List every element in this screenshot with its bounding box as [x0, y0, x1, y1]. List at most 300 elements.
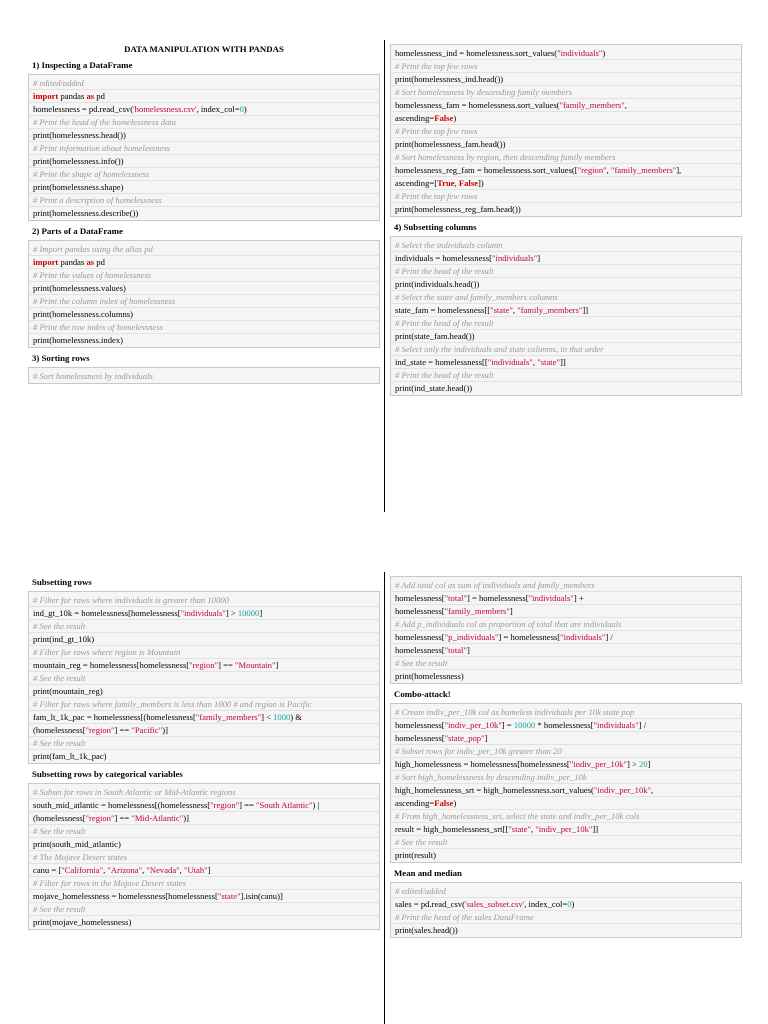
code-token: print(homelessness): [395, 671, 464, 681]
code-comment-line: [391, 617, 741, 630]
section-heading: Combo-attack!: [394, 689, 451, 699]
code-token: print(mountain_reg): [33, 686, 103, 696]
code-token: print(homelessness.shape): [33, 182, 124, 192]
code-token: # Print the head of the result: [395, 266, 494, 276]
code-block: [390, 576, 742, 684]
code-token: print(homelessness.head()): [33, 130, 126, 140]
code-comment-line: [391, 706, 741, 718]
code-token: 10000: [237, 608, 260, 618]
code-line: [391, 643, 741, 656]
section-heading: 2) Parts of a DataFrame: [32, 226, 123, 236]
code-token: # From high_homelessness_srt, select the state and indiv_per_10k cols: [395, 811, 640, 821]
code-token: homelessness = pd.read_csv(: [33, 104, 134, 114]
code-token: print(ind_state.head()): [395, 383, 473, 393]
code-line: [391, 848, 741, 861]
code-token: # Print the shape of homelessness: [33, 169, 150, 179]
code-token: "state": [490, 305, 513, 315]
code-token: "individuals": [180, 608, 226, 618]
code-token: print(individuals.head()): [395, 279, 480, 289]
code-block: [28, 74, 380, 221]
document-title: DATA MANIPULATION WITH PANDAS: [124, 44, 284, 54]
code-token: # Filter for rows where individuals is greater than 10000: [33, 595, 229, 605]
code-token: print(south_mid_atlantic): [33, 839, 121, 849]
code-token: ]: [484, 733, 488, 743]
code-line: [29, 915, 379, 928]
code-token: "Pacific": [131, 725, 163, 735]
code-token: print(sales.head()): [395, 925, 458, 935]
code-line: [391, 757, 741, 770]
code-token: "Utah": [183, 865, 208, 875]
code-comment-line: [29, 850, 379, 863]
code-token: "state": [537, 357, 560, 367]
code-line: [29, 154, 379, 167]
code-token: "region": [85, 725, 115, 735]
code-token: # Print the column index of homelessness: [33, 296, 176, 306]
code-line: [391, 923, 741, 936]
code-token: # Print the head of the result: [395, 318, 494, 328]
code-token: False: [434, 798, 454, 808]
code-comment-line: [391, 910, 741, 923]
code-comment-line: [29, 902, 379, 915]
code-token: print(homelessness.columns): [33, 309, 134, 319]
section-heading: Subsetting rows: [32, 577, 92, 587]
code-token: # Subset rows for indiv_per_10k greater than 20: [395, 746, 562, 756]
page2-right-column: [390, 576, 742, 938]
code-line: [391, 591, 741, 604]
code-token: "individuals": [560, 632, 606, 642]
code-line: [29, 723, 379, 736]
code-token: ascending=: [395, 798, 435, 808]
code-token: ]: [259, 608, 263, 618]
code-token: import: [33, 257, 59, 267]
code-token: # Add p_individuals col as proportion of total that are individuals: [395, 619, 622, 629]
code-token: print(homelessness.index): [33, 335, 123, 345]
code-token: "California": [61, 865, 104, 875]
code-token: # Print the top few rows: [395, 191, 478, 201]
section-heading: 4) Subsetting columns: [394, 222, 477, 232]
code-token: # Add total col as sum of individuals and family_members: [395, 580, 595, 590]
code-line: [391, 329, 741, 342]
code-block: [28, 783, 380, 930]
code-token: ,: [532, 357, 538, 367]
code-token: , index_col=: [524, 899, 568, 909]
code-token: print(homelessness.values): [33, 283, 126, 293]
code-comment-line: [391, 885, 741, 897]
code-token: ]: [275, 660, 279, 670]
code-line: [29, 307, 379, 320]
code-comment-line: [29, 824, 379, 837]
code-token: ) &: [290, 712, 302, 722]
code-line: [391, 163, 741, 176]
code-token: ]: [509, 606, 513, 616]
code-block: [390, 703, 742, 863]
code-token: print(result): [395, 850, 437, 860]
code-line: [29, 206, 379, 219]
code-token: ]]: [559, 357, 566, 367]
code-token: ]: [466, 645, 470, 655]
code-token: ,: [624, 100, 627, 110]
code-token: ] ==: [218, 660, 236, 670]
code-token: # Sort homelessness by region, then descending family members: [395, 152, 616, 162]
code-token: ] = homelessness[: [466, 593, 529, 603]
code-block: [390, 44, 742, 217]
code-comment-line: [29, 619, 379, 632]
code-token: # edited/added: [33, 78, 84, 88]
code-token: pd: [94, 91, 105, 101]
code-line: [391, 277, 741, 290]
code-token: ]): [477, 178, 484, 188]
code-token: print(homelessness_fam.head()): [395, 139, 506, 149]
code-token: ): [243, 104, 247, 114]
code-token: # Filter for rows in the Mojave Desert states: [33, 878, 186, 888]
code-comment-line: [29, 645, 379, 658]
code-token: "South Atlantic": [256, 800, 313, 810]
code-token: ] >: [225, 608, 238, 618]
code-comment-line: [391, 264, 741, 277]
code-token: mountain_reg = homelessness[homelessness[: [33, 660, 190, 670]
code-block: [390, 882, 742, 938]
code-comment-line: [391, 835, 741, 848]
code-token: * homelessness[: [535, 720, 594, 730]
code-token: # See the result: [33, 673, 86, 683]
code-line: [391, 72, 741, 85]
code-comment-line: [29, 370, 379, 382]
code-token: ,: [142, 865, 147, 875]
code-token: ): [453, 798, 457, 808]
code-line: [391, 202, 741, 215]
code-token: ] = homelessness[: [498, 632, 561, 642]
code-comment-line: [29, 141, 379, 154]
code-token: ]: [537, 253, 541, 263]
code-block: [28, 240, 380, 348]
code-token: "Mid-Atlantic": [131, 813, 184, 823]
code-token: homelessness[: [395, 645, 445, 655]
code-token: "state": [217, 891, 241, 901]
code-token: print(homelessness_reg_fam.head()): [395, 204, 521, 214]
code-token: 0: [239, 104, 244, 114]
code-token: )]: [162, 725, 168, 735]
code-comment-line: [29, 876, 379, 889]
code-token: 'homelessness.csv': [133, 104, 197, 114]
code-token: "total": [444, 593, 467, 603]
code-token: # Print the row index of homelessness: [33, 322, 164, 332]
code-token: ,: [454, 178, 459, 188]
code-token: sales = pd.read_csv(: [395, 899, 465, 909]
code-token: )]: [183, 813, 189, 823]
code-token: "family_members": [195, 712, 262, 722]
code-comment-line: [29, 671, 379, 684]
code-token: # Filter for rows where region is Mountain: [33, 647, 181, 657]
code-token: ascending=[: [395, 178, 438, 188]
code-token: ascending=: [395, 113, 435, 123]
code-token: ] ==: [239, 800, 257, 810]
code-token: # Print the top few rows: [395, 126, 478, 136]
code-line: [29, 749, 379, 762]
column-divider-page2: [384, 572, 385, 1024]
code-token: "individuals": [491, 253, 538, 263]
code-token: # Print information about homelessness: [33, 143, 171, 153]
code-comment-line: [29, 294, 379, 307]
code-line: [29, 128, 379, 141]
code-token: True: [437, 178, 455, 188]
page1-right-column: [390, 44, 742, 396]
code-block: [28, 591, 380, 764]
code-token: "individuals": [528, 593, 574, 603]
code-token: 10000: [513, 720, 536, 730]
code-comment-line: [391, 239, 741, 251]
code-line: [391, 630, 741, 643]
code-comment-line: [391, 744, 741, 757]
code-token: "indiv_per_10k": [535, 824, 593, 834]
code-token: , index_col=: [196, 104, 240, 114]
code-token: "p_individuals": [444, 632, 499, 642]
code-token: # The Mojave Desert states: [33, 852, 128, 862]
code-token: ,: [651, 785, 654, 795]
code-token: ,: [179, 865, 184, 875]
code-token: ].isin(canu)]: [240, 891, 283, 901]
code-comment-line: [29, 167, 379, 180]
code-token: "state": [508, 824, 531, 834]
code-comment-line: [391, 368, 741, 381]
code-line: [29, 837, 379, 850]
code-token: "region": [210, 800, 240, 810]
code-token: "individuals": [593, 720, 639, 730]
code-line: [29, 606, 379, 619]
code-comment-line: [391, 579, 741, 591]
code-token: # Filter for rows where family_members is less than 1000 # and region is Pacific: [33, 699, 312, 709]
code-token: False: [434, 113, 454, 123]
code-comment-line: [391, 150, 741, 163]
code-token: print(homelessness.info()): [33, 156, 124, 166]
code-token: # Print a description of homelessness: [33, 195, 162, 205]
code-comment-line: [29, 594, 379, 606]
code-token: ind_gt_10k = homelessness[homelessness[: [33, 608, 181, 618]
code-token: ],: [676, 165, 682, 175]
code-token: ]: [647, 759, 651, 769]
code-token: print(homelessness_ind.head()): [395, 74, 504, 84]
code-comment-line: [29, 115, 379, 128]
code-comment-line: [391, 809, 741, 822]
code-token: as: [86, 257, 95, 267]
code-comment-line: [391, 342, 741, 355]
code-line: [391, 355, 741, 368]
code-token: # See the result: [395, 658, 448, 668]
code-token: # Select the state and family_members columns: [395, 292, 558, 302]
code-line: [29, 632, 379, 645]
code-token: # Select the individuals column: [395, 240, 503, 250]
code-comment-line: [391, 316, 741, 329]
code-token: ]]: [582, 305, 589, 315]
code-token: 'sales_subset.csv': [465, 899, 525, 909]
section-heading: Mean and median: [394, 868, 462, 878]
code-token: ind_state = homelessness[[: [395, 357, 488, 367]
code-token: homelessness_reg_fam = homelessness.sort_values([: [395, 165, 578, 175]
code-token: high_homelessness_srt = high_homelessness.sort_values(: [395, 785, 594, 795]
code-token: "region": [189, 660, 219, 670]
code-line: [391, 718, 741, 731]
code-token: "indiv_per_10k": [593, 785, 652, 795]
code-token: # Create indiv_per_10k col as homeless individuals per 10k state pop: [395, 707, 635, 717]
code-token: ): [571, 899, 575, 909]
code-token: ] <: [261, 712, 274, 722]
code-line: [391, 796, 741, 809]
code-line: [391, 303, 741, 316]
code-token: "family_members": [517, 305, 583, 315]
code-line: [391, 381, 741, 394]
code-token: ] ==: [114, 725, 132, 735]
page1-left-column: [28, 44, 380, 384]
code-token: "total": [444, 645, 467, 655]
code-token: print(fam_lt_1k_pac): [33, 751, 107, 761]
code-token: "state_pop": [444, 733, 485, 743]
code-comment-line: [29, 786, 379, 798]
code-token: ,: [530, 824, 536, 834]
code-token: ) |: [312, 800, 320, 810]
code-line: [391, 98, 741, 111]
code-line: [391, 822, 741, 835]
code-token: "indiv_per_10k": [444, 720, 502, 730]
code-comment-line: [29, 697, 379, 710]
code-token: ] =: [501, 720, 514, 730]
code-token: ): [453, 113, 457, 123]
code-token: ]]: [592, 824, 599, 834]
code-line: [391, 731, 741, 744]
column-divider: [384, 40, 385, 512]
code-line: [29, 811, 379, 824]
code-token: high_homelessness = homelessness[homelessness[: [395, 759, 570, 769]
code-line: [391, 176, 741, 189]
code-line: [29, 863, 379, 876]
code-block: [390, 236, 742, 396]
code-token: import: [33, 91, 59, 101]
code-token: homelessness_fam = homelessness.sort_values(: [395, 100, 560, 110]
code-token: ,: [103, 865, 108, 875]
code-token: # See the result: [395, 837, 448, 847]
code-token: # See the result: [33, 738, 86, 748]
code-token: homelessness[: [395, 632, 445, 642]
code-token: homelessness[: [395, 606, 445, 616]
code-token: print(mojave_homelessness): [33, 917, 132, 927]
code-token: homelessness[: [395, 593, 445, 603]
code-token: # See the result: [33, 621, 86, 631]
code-line: [391, 783, 741, 796]
code-token: # Sort homelessness by individuals: [33, 371, 153, 381]
code-line: [29, 255, 379, 268]
code-token: ): [602, 48, 606, 58]
code-line: [29, 798, 379, 811]
code-token: ] ==: [114, 813, 132, 823]
code-line: [391, 897, 741, 910]
code-token: # Print the head of the result: [395, 370, 494, 380]
code-token: homelessness_ind = homelessness.sort_values(: [395, 48, 558, 58]
code-token: # See the result: [33, 826, 86, 836]
code-line: [29, 889, 379, 902]
code-line: [391, 137, 741, 150]
code-token: "individuals": [557, 48, 603, 58]
code-token: homelessness[: [395, 720, 445, 730]
code-token: "Nevada": [146, 865, 180, 875]
code-token: fam_lt_1k_pac = homelessness[(homelessness[: [33, 712, 196, 722]
code-comment-line: [29, 268, 379, 281]
code-token: False: [458, 178, 478, 188]
code-line: [29, 710, 379, 723]
page2-left-column: [28, 572, 380, 930]
section-heading: 3) Sorting rows: [32, 353, 90, 363]
code-token: mojave_homelessness = homelessness[homelessness[: [33, 891, 218, 901]
code-token: # Import pandas using the alias pd: [33, 244, 153, 254]
code-token: (homelessness[: [33, 725, 86, 735]
code-token: # Subset for rows in South Atlantic or Mid-Atlantic regions: [33, 787, 236, 797]
code-token: 0: [567, 899, 572, 909]
code-token: # Sort homelessness by descending family members: [395, 87, 573, 97]
code-comment-line: [391, 59, 741, 72]
code-token: "indiv_per_10k": [569, 759, 627, 769]
code-block: [28, 367, 380, 384]
code-token: "Arizona": [107, 865, 143, 875]
section-heading: Subsetting rows by categorical variables: [32, 769, 183, 779]
code-token: as: [86, 91, 95, 101]
code-line: [391, 669, 741, 682]
code-token: homelessness[: [395, 733, 445, 743]
code-token: print(homelessness.describe()): [33, 208, 139, 218]
code-token: result = high_homelessness_srt[[: [395, 824, 509, 834]
code-token: pd: [94, 257, 105, 267]
code-line: [29, 102, 379, 115]
code-token: (homelessness[: [33, 813, 86, 823]
code-token: canu = [: [33, 865, 62, 875]
code-comment-line: [29, 736, 379, 749]
code-token: state_fam = homelessness[[: [395, 305, 491, 315]
code-token: # Print the head of the sales DataFrame: [395, 912, 534, 922]
code-comment-line: [391, 189, 741, 202]
code-token: print(state_fam.head()): [395, 331, 475, 341]
code-line: [391, 251, 741, 264]
code-line: [391, 47, 741, 59]
code-token: "region": [577, 165, 607, 175]
code-token: pandas: [58, 91, 87, 101]
code-token: "family_members": [610, 165, 677, 175]
code-line: [29, 658, 379, 671]
code-token: # Print the values of homelessness: [33, 270, 152, 280]
code-token: # Print the top few rows: [395, 61, 478, 71]
code-comment-line: [29, 320, 379, 333]
code-token: ,: [606, 165, 611, 175]
code-token: south_mid_atlantic = homelessness[(homelessness[: [33, 800, 211, 810]
code-line: [29, 684, 379, 697]
code-token: "individuals": [487, 357, 533, 367]
code-comment-line: [391, 124, 741, 137]
code-comment-line: [391, 290, 741, 303]
code-token: individuals = homelessness[: [395, 253, 492, 263]
code-token: # Sort high_homelessness by descending indiv_per_10k: [395, 772, 587, 782]
code-token: ] /: [605, 632, 613, 642]
code-line: [29, 333, 379, 346]
code-comment-line: [29, 193, 379, 206]
code-token: pandas: [58, 257, 87, 267]
code-line: [29, 89, 379, 102]
code-line: [29, 281, 379, 294]
code-token: ]: [207, 865, 211, 875]
code-token: print(ind_gt_10k): [33, 634, 95, 644]
code-line: [391, 604, 741, 617]
section-heading: 1) Inspecting a DataFrame: [32, 60, 133, 70]
code-token: ,: [512, 305, 518, 315]
code-line: [29, 180, 379, 193]
code-token: "family_members": [444, 606, 510, 616]
code-token: ] >: [626, 759, 639, 769]
code-token: "Mountain": [235, 660, 276, 670]
code-token: # See the result: [33, 904, 86, 914]
